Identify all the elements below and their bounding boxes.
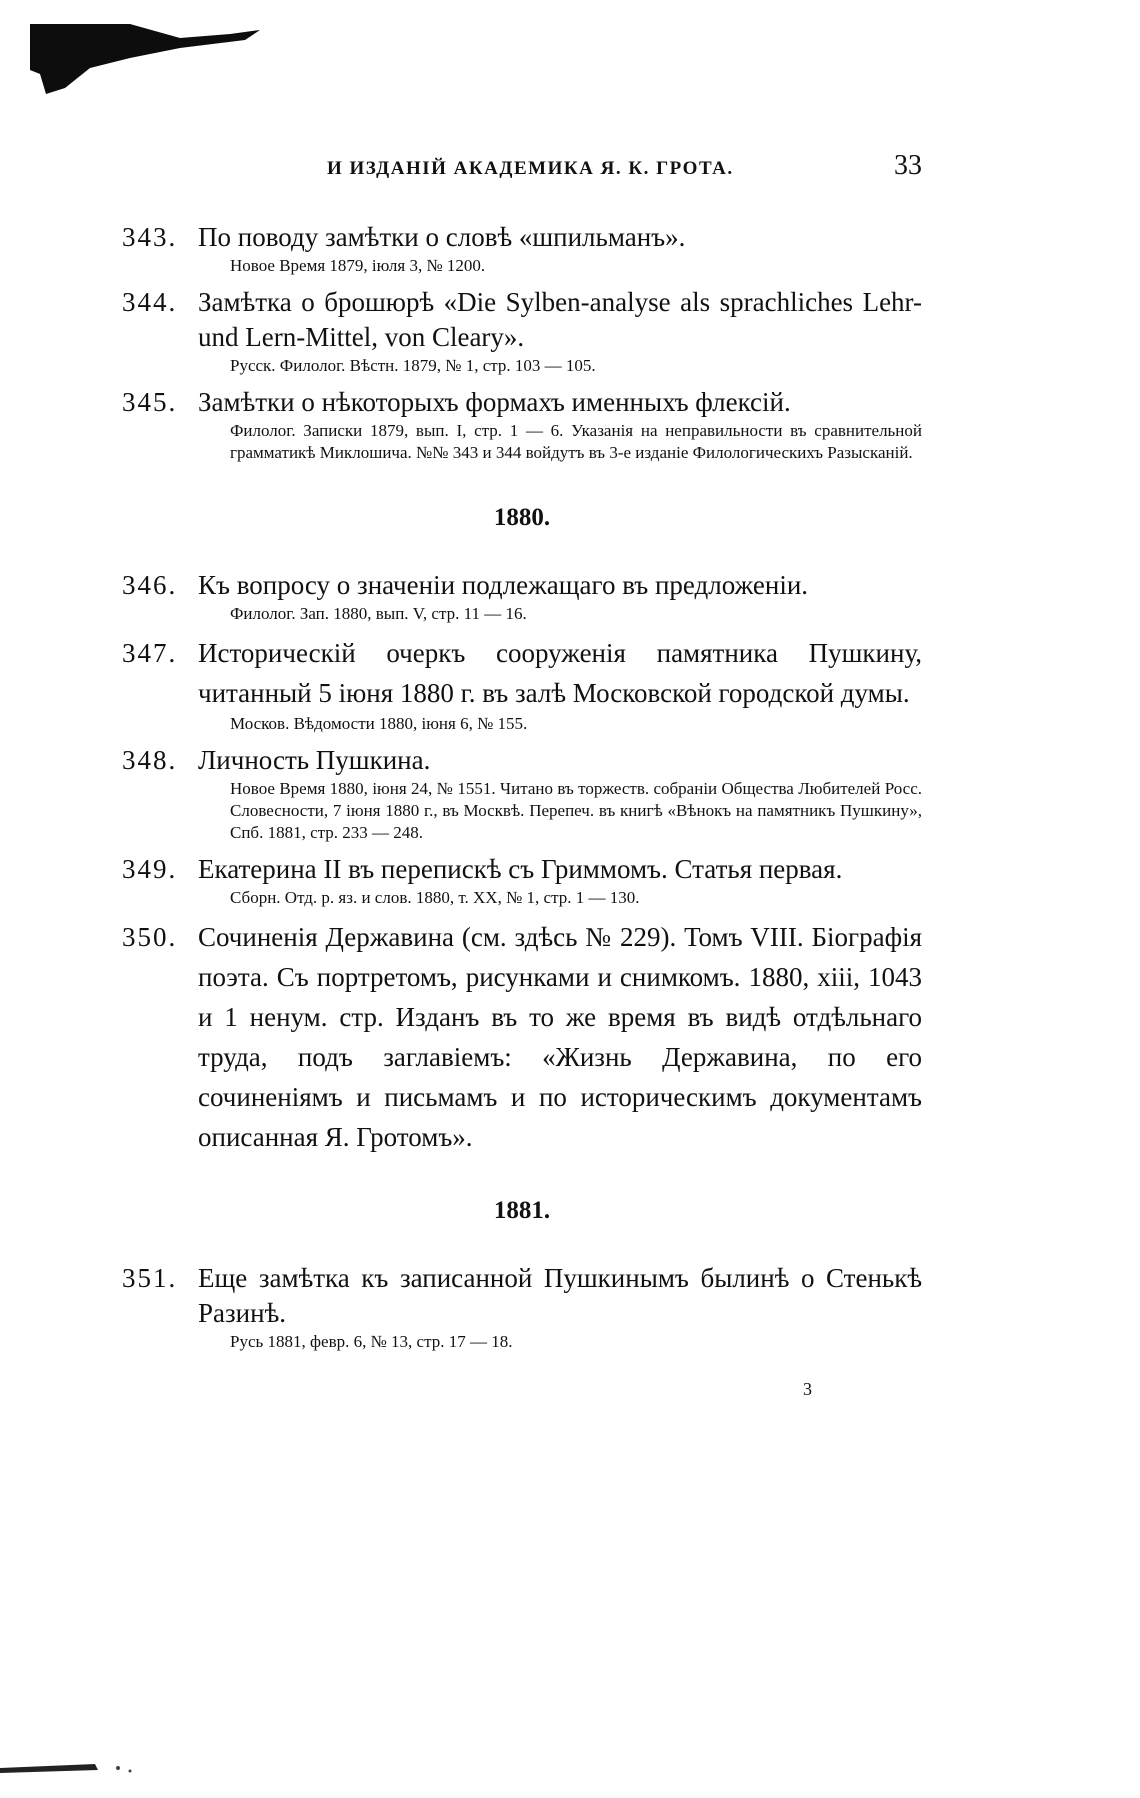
- entry-reference: Новое Время 1879, іюля 3, № 1200.: [230, 256, 486, 275]
- entry-344: [122, 285, 922, 377]
- entry-347: [122, 633, 922, 735]
- entry-345: [122, 385, 922, 464]
- entry-number: 347.: [122, 638, 178, 668]
- entry-343: [122, 220, 922, 277]
- entry-title: Личность Пушкина.: [198, 745, 431, 775]
- page-header: [327, 150, 922, 220]
- entry-350: [122, 917, 922, 1157]
- entry-reference: Москов. Вѣдомости 1880, іюня 6, № 155.: [230, 714, 528, 733]
- entry-number: 351.: [122, 1263, 178, 1293]
- entry-number: 348.: [122, 745, 178, 775]
- entry-title: Екатерина II въ перепискѣ съ Гриммомъ. Статья первая.: [198, 854, 843, 884]
- entry-number: 344.: [122, 287, 178, 317]
- page-content: [122, 150, 922, 1400]
- signature-mark: 3: [803, 1379, 812, 1399]
- entry-346: [122, 568, 922, 625]
- entry-reference: Филолог. Записки 1879, вып. I, стр. 1 — 6. Указанія на неправильности въ сравнительной грамматикѣ Миклошича. №№ 343 и 344 войдутъ въ 3-е изданіе Филологическихъ Разысканій.: [230, 421, 922, 462]
- entry-349: [122, 852, 922, 909]
- entry-title: Къ вопросу о значеніи подлежащаго въ предложеніи.: [198, 570, 809, 600]
- entry-number: 349.: [122, 854, 178, 884]
- entry-title: Сочиненія Державина (см. здѣсь № 229). Томъ VIII. Біографія поэта. Съ портретомъ, рисунками и снимкомъ. 1880, xiii, 1043 и 1 ненум. стр. Изданъ въ то же время въ видѣ отдѣльнаго труда, подъ заглавіемъ: «Жизнь Державина, по его сочиненіямъ и письмамъ и по историческимъ документамъ описанная Я. Гротомъ».: [198, 922, 922, 1152]
- entry-title: Еще замѣтка къ записанной Пушкинымъ былинѣ о Стенькѣ Разинѣ.: [198, 1263, 922, 1328]
- entry-reference: Сборн. Отд. р. яз. и слов. 1880, т. XX, № 1, стр. 1 — 130.: [230, 888, 640, 907]
- entry-reference: Русск. Филолог. Вѣстн. 1879, № 1, стр. 103 — 105.: [230, 356, 596, 375]
- entry-reference: Русь 1881, февр. 6, № 13, стр. 17 — 18.: [230, 1332, 513, 1351]
- scan-edge-mark: [30, 24, 260, 94]
- entry-title: Историческій очеркъ сооруженія памятника Пушкину, читанный 5 іюня 1880 г. въ залѣ Московской городской думы.: [198, 638, 922, 708]
- entry-title: Замѣтка о брошюрѣ «Die Sylben-analyse als sprachliches Lehr- und Lern-Mittel, von Cleary».: [198, 287, 922, 352]
- running-title: И ИЗДАНІЙ АКАДЕМИКА Я. К. ГРОТА.: [327, 158, 734, 179]
- bottom-scan-mark: [0, 1758, 150, 1778]
- entry-reference: Новое Время 1880, іюня 24, № 1551. Читано въ торжеств. собраніи Общества Любителей Росс. Словесности, 7 іюня 1880 г., въ Москвѣ. Перепеч. въ книгѣ «Вѣнокъ на памятникъ Пушкину», Спб. 1881, стр. 233 — 248.: [230, 779, 922, 842]
- entry-number: 345.: [122, 387, 178, 417]
- year-heading-1881: 1881.: [493, 1197, 551, 1224]
- page-number: 33: [894, 150, 922, 181]
- entry-351: [122, 1261, 922, 1353]
- entry-number: 346.: [122, 570, 178, 600]
- entry-number: 350.: [122, 922, 178, 952]
- entry-348: [122, 743, 922, 844]
- entry-reference: Филолог. Зап. 1880, вып. V, стр. 11 — 16.: [230, 604, 527, 623]
- year-heading-1880: 1880.: [493, 504, 551, 531]
- entry-title: По поводу замѣтки о словѣ «шпильманъ».: [198, 222, 686, 252]
- entry-title: Замѣтки о нѣкоторыхъ формахъ именныхъ флексій.: [198, 387, 791, 417]
- entry-number: 343.: [122, 222, 178, 252]
